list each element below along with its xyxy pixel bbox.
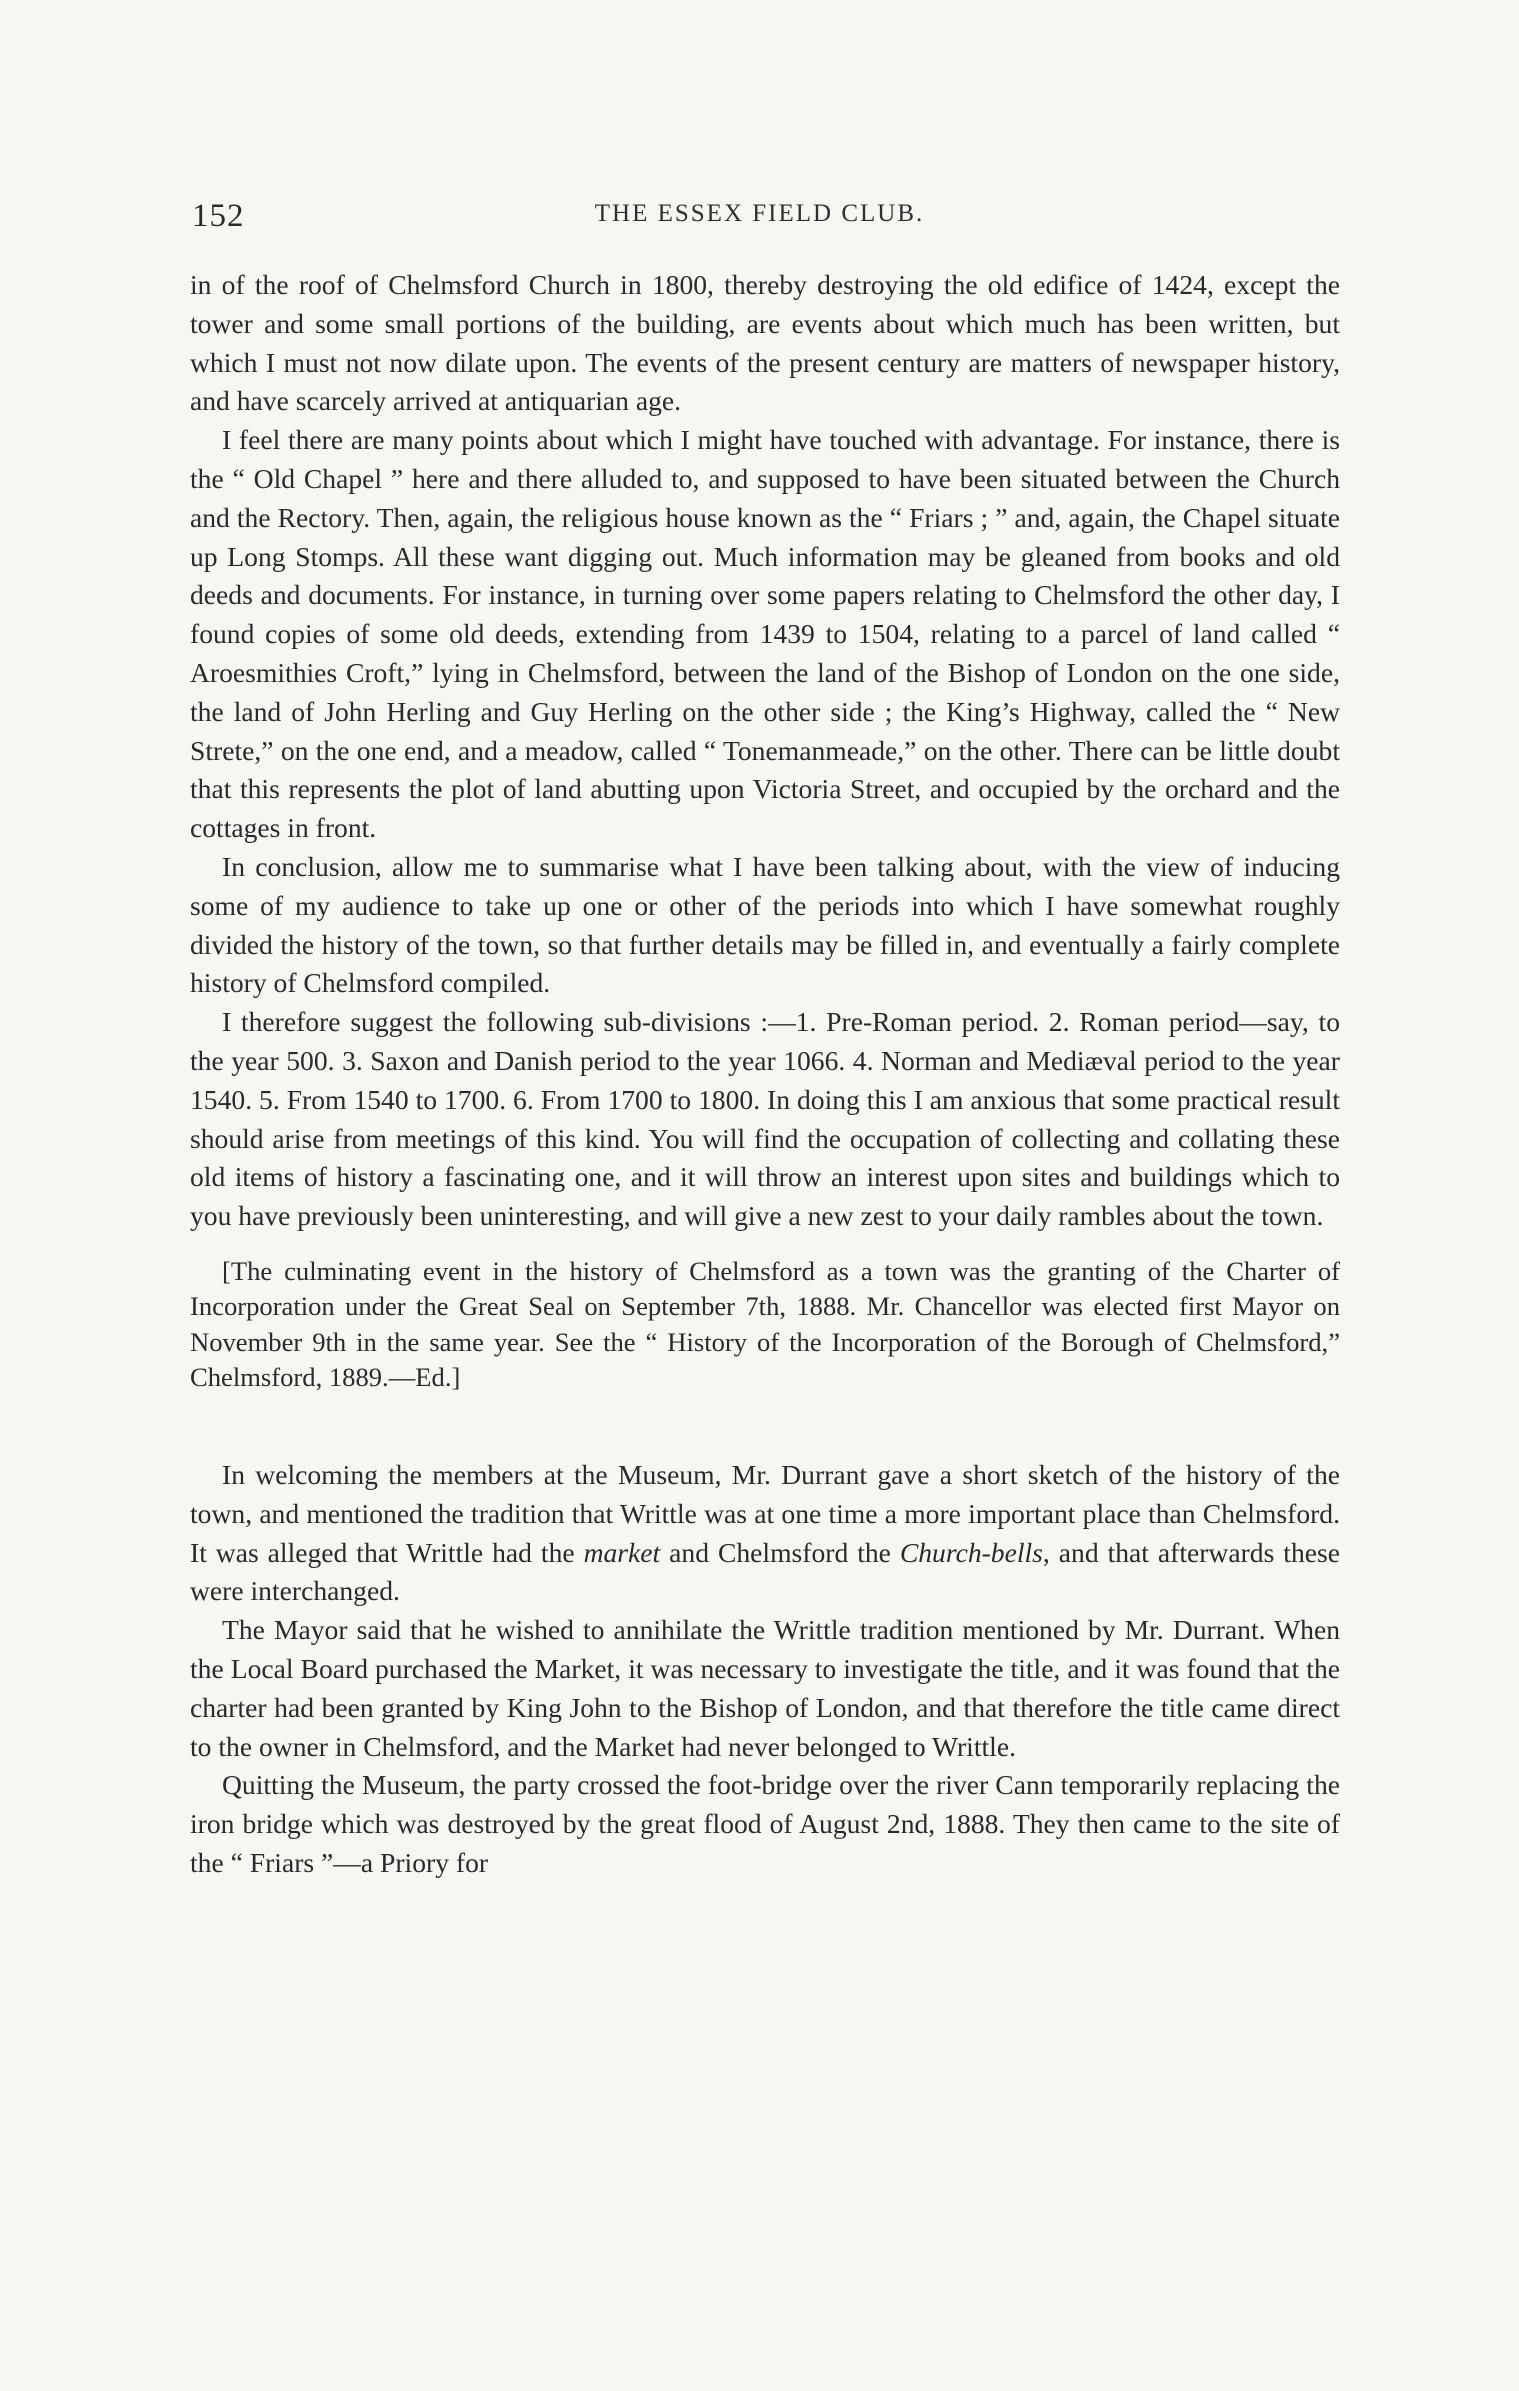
church-bells-italic: Church-bells <box>899 1536 1043 1568</box>
paragraph-quitting-museum: Quitting the Museum, the party crossed the foot-bridge over the river Cann temporarily replacing the iron bridge which was destroyed by the great flood of August 2nd, 1888. They then came to the site of the “ Friars ”—a Priory for <box>190 1769 1340 1878</box>
market-italic: market <box>583 1536 661 1568</box>
body-text <box>190 266 1340 1883</box>
durrant-text-middle: and Chelmsford the <box>660 1536 900 1568</box>
page-number: 152 <box>192 198 245 234</box>
section-gap <box>190 1396 1340 1456</box>
paragraph-conclusion: In conclusion, allow me to summarise what I have been talking about, with the view of inducing some of my audience to take up one or other of the periods into which I have somewhat roughly divided the history of the town, so that further details may be filled in, and eventually a fairly complete history of Chelmsford compiled. <box>190 850 1340 999</box>
running-head: THE ESSEX FIELD CLUB. <box>594 200 925 227</box>
paragraph-church-roof: in of the roof of Chelmsford Church in 1800, thereby destroying the old edifice of 1424, except the tower and some small portions of the building, are events about which much has been written, but which I must not now dilate upon. The events of the present century are matters of newspaper history, and have scarcely arrived at antiquarian age. <box>190 269 1340 417</box>
durrant-text-start: In welcoming the members at the Museum, Mr. Durrant gave a short sketch of the history of the town, and mentioned the tradition that Writtle was at one time a more important place than Chelmsford. It was alleged that Writtle had the <box>190 1458 1340 1568</box>
paragraph-editorial-note: [The culminating event in the history of Chelmsford as a town was the granting of the Charter of Incorporation under the Great Seal on September 7th, 1888. Mr. Chancellor was elected first Mayor on November 9th in the same year. See the “ History of the Incorporation of the Borough of Chelmsford,” Chelmsford, 1889.—Ed.] <box>190 1255 1340 1393</box>
durrant-text-end: , and that afterwards these were interchanged. <box>190 1536 1340 1607</box>
paragraph-points-of-interest: I feel there are many points about which I might have touched with advantage. For instance, there is the “ Old Chapel ” here and there alluded to, and supposed to have been situated between the Church and the Rectory. Then, again, the religious house known as the “ Friars ; ” and, again, the Chapel situate up Long Stomps. All these want digging out. Much information may be gleaned from books and old deeds and documents. For instance, in turning over some papers relating to Chelmsford the other day, I found copies of some old deeds, extending from 1439 to 1504, relating to a parcel of land called “ Aroesmithies Croft,” lying in Chelmsford, between the land of the Bishop of London on the one side, the land of John Herling and Guy Herling on the other side ; the King’s Highway, called the “ New Strete,” on the one end, and a meadow, called “ Tonemanmeade,” on the other. There can be little doubt that this represents the plot of land abutting upon Victoria Street, and occupied by the orchard and the cottages in front. <box>190 424 1340 844</box>
paragraph-durrant-welcome <box>190 1456 1340 1611</box>
paragraph-sub-divisions: I therefore suggest the following sub-divisions :—1. Pre-Roman period. 2. Roman period—say, to the year 500. 3. Saxon and Danish period to the year 1066. 4. Norman and Mediæval period to the year 1540. 5. From 1540 to 1700. 6. From 1700 to 1800. In doing this I am anxious that some practical result should arise from meetings of this kind. You will find the occupation of collecting and collating these old items of history a fascinating one, and it will throw an interest upon sites and buildings which to you have previously been uninteresting, and will give a new zest to your daily rambles about the town. <box>190 1006 1340 1232</box>
paragraph-mayor-reply: The Mayor said that he wished to annihilate the Writtle tradition mentioned by Mr. Durrant. When the Local Board purchased the Market, it was necessary to investigate the title, and it was found that the charter had been granted by King John to the Bishop of London, and that therefore the title came direct to the owner in Chelmsford, and the Market had never belonged to Writtle. <box>190 1614 1340 1762</box>
